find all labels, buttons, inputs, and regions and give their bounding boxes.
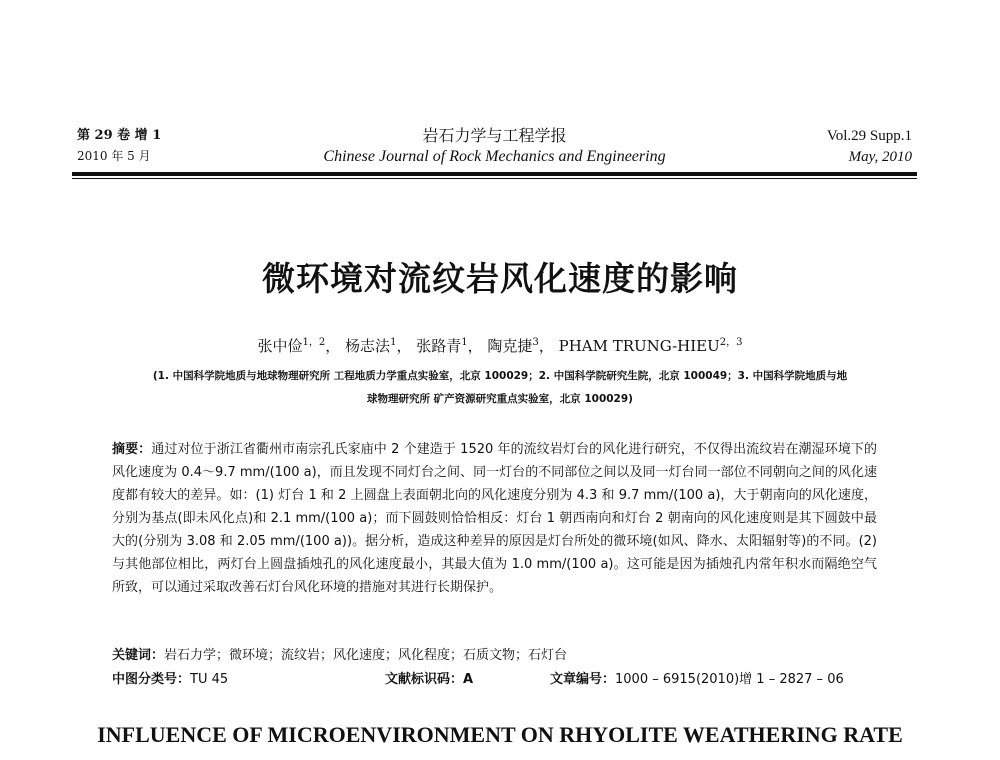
article-value: 1000 – 6915(2010)增 1 – 2827 – 06 — [615, 672, 844, 687]
header-rule-thin — [72, 178, 917, 179]
date-en: May, 2010 — [848, 149, 912, 165]
author-name: 张中俭 — [257, 337, 303, 355]
volume-en: Vol.29 Supp.1 — [826, 128, 912, 144]
author-separator: ， — [538, 337, 554, 355]
document-code — [385, 669, 473, 691]
doc-value: A — [463, 672, 474, 687]
journal-header — [77, 126, 912, 174]
author-affil-sup: 1，2 — [302, 337, 326, 348]
doc-label: 文献标识码： — [385, 672, 464, 687]
date-cn: 2010 年 5 月 — [77, 149, 151, 163]
header-right — [827, 126, 912, 168]
author-name: 张路青 — [416, 337, 462, 355]
clc-label: 中图分类号： — [112, 672, 191, 687]
article-label: 文章编号： — [550, 672, 616, 687]
clc-code — [112, 669, 228, 691]
volume-cn: 第 29 卷 增 1 — [77, 128, 162, 143]
abstract — [112, 438, 877, 599]
author-affil-sup: 3 — [532, 337, 539, 348]
journal-name-cn: 岩石力学与工程学报 — [422, 126, 567, 145]
author-line — [0, 332, 1000, 357]
author-separator: ， — [396, 337, 412, 355]
affiliations-line-1: (1. 中国科学院地质与地球物理研究所 工程地质力学重点实验室，北京 100029；2. 中国科学院研究生院，北京 100049；3. 中国科学院地质与地 — [152, 370, 848, 382]
keywords — [112, 645, 877, 667]
author-affil-sup: 1 — [390, 337, 397, 348]
author-affil-sup: 1 — [461, 337, 468, 348]
abstract-text: 通过对位于浙江省衢州市南宗孔氏家庙中 2 个建造于 1520 年的流纹岩灯台的风化进行研究，不仅得出流纹岩在潮湿环境下的风化速度为 0.4～9.7 mm/(100 a)，而且发现不同灯台之间、同一灯台的不同部位之间以及同一灯台同一部位不同朝向之间的风化速度都有较大的差异。如：(1) 灯台 1 和 2 上圆盘上表面朝北向的风化速度分别为 4.3 和 9.7 mm/(100 a)，大于朝南向的风化速度，分别为基点(即未风化点)和 2.1 mm/(100 a)；而下圆鼓则恰恰相反：灯台 1 朝西南向和灯台 2 朝南向的风化速度则是其下圆鼓中最大的(分别为 3.08 和 2.05 mm/(100 a))。据分析，造成这种差异的原因是灯台所处的微环境(如风、降水、太阳辐射等)的不同。(2) 与其他部位相比，两灯台上圆盘插烛孔的风化速度最小，其最大值为 1.0 mm/(100 a)。这可能是因为插烛孔内常年积水而隔绝空气所致，可以通过采取改善石灯台风化环境的措施对其进行长期保护。 — [112, 442, 877, 595]
journal-name-en: Chinese Journal of Rock Mechanics and Engineering — [323, 148, 666, 165]
paper-title: 微环境对流纹岩风化速度的影响 — [262, 259, 738, 298]
keywords-text: 岩石力学；微环境；流纹岩；风化速度；风化程度；石质文物；石灯台 — [164, 648, 568, 663]
header-center — [77, 126, 912, 168]
author-name: 陶克捷 — [487, 337, 533, 355]
article-number — [550, 669, 844, 691]
clc-value: TU 45 — [190, 672, 229, 687]
author-separator: ， — [325, 337, 341, 355]
author-separator: ， — [467, 337, 483, 355]
affiliations-line-2: 球物理研究所 矿产资源研究重点实验室，北京 100029) — [367, 393, 633, 405]
keywords-label: 关键词： — [112, 648, 165, 663]
header-rule-thick — [72, 172, 917, 176]
author-name: PHAM TRUNG-HIEU — [558, 337, 720, 355]
abstract-label: 摘要： — [112, 442, 152, 457]
english-title: INFLUENCE OF MICROENVIRONMENT ON RHYOLITE WEATHERING RATE — [97, 722, 903, 747]
author-affil-sup: 2，3 — [719, 337, 743, 348]
classification-line — [112, 669, 882, 691]
author-name: 杨志法 — [345, 337, 391, 355]
